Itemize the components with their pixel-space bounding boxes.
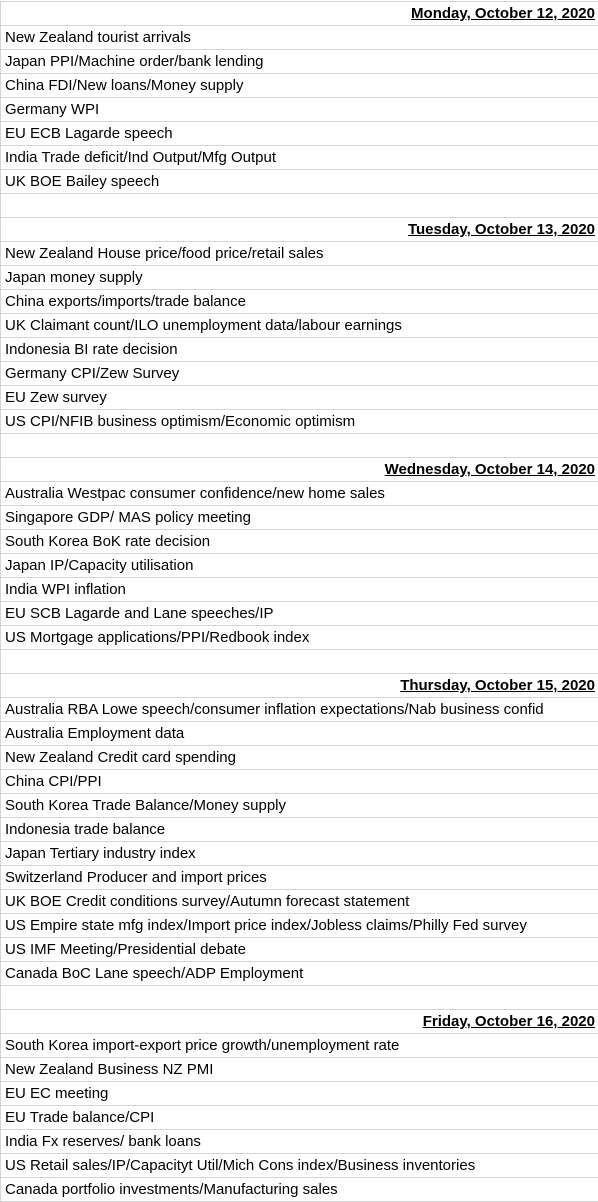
- event-row[interactable]: [1, 50, 598, 74]
- day-block: [1, 1, 598, 218]
- event-name-cell: Switzerland Producer and import prices: [5, 869, 267, 886]
- day-header-row[interactable]: [1, 218, 598, 242]
- event-row[interactable]: [1, 338, 598, 362]
- day-date-heading: Thursday, October 15, 2020: [400, 677, 595, 694]
- event-name-cell: China CPI/PPI: [5, 773, 102, 790]
- event-row[interactable]: [1, 314, 598, 338]
- day-block: [1, 218, 598, 458]
- event-name-cell: Germany WPI: [5, 101, 100, 118]
- event-row[interactable]: [1, 266, 598, 290]
- empty-row[interactable]: [1, 986, 598, 1010]
- day-header-row[interactable]: [1, 458, 598, 482]
- event-row[interactable]: [1, 506, 598, 530]
- event-row[interactable]: [1, 866, 598, 890]
- event-row[interactable]: [1, 914, 598, 938]
- event-row[interactable]: [1, 170, 598, 194]
- event-name-cell: India WPI inflation: [5, 581, 126, 598]
- event-row[interactable]: [1, 602, 598, 626]
- event-name-cell: South Korea Trade Balance/Money supply: [5, 797, 287, 814]
- event-name-cell: UK Claimant count/ILO unemployment data/labour earnings: [5, 317, 402, 334]
- event-name-cell: US Empire state mfg index/Import price index/Jobless claims/Philly Fed survey: [5, 917, 527, 934]
- day-date-heading: Friday, October 16, 2020: [422, 1013, 595, 1030]
- day-header-row[interactable]: [1, 1, 598, 26]
- event-name-cell: India Fx reserves/ bank loans: [5, 1133, 201, 1150]
- event-name-cell: New Zealand House price/food price/retail sales: [5, 245, 324, 262]
- event-name-cell: EU EC meeting: [5, 1085, 109, 1102]
- empty-row[interactable]: [1, 194, 598, 218]
- event-name-cell: EU SCB Lagarde and Lane speeches/IP: [5, 605, 274, 622]
- event-row[interactable]: [1, 482, 598, 506]
- event-row[interactable]: [1, 1154, 598, 1178]
- event-name-cell: Canada BoC Lane speech/ADP Employment: [5, 965, 304, 982]
- event-name-cell: EU Trade balance/CPI: [5, 1109, 155, 1126]
- event-row[interactable]: [1, 770, 598, 794]
- event-name-cell: UK BOE Credit conditions survey/Autumn forecast statement: [5, 893, 410, 910]
- event-name-cell: New Zealand Business NZ PMI: [5, 1061, 214, 1078]
- event-name-cell: UK BOE Bailey speech: [5, 173, 160, 190]
- event-name-cell: South Korea import-export price growth/unemployment rate: [5, 1037, 400, 1054]
- economic-calendar-sheet: [0, 1, 598, 1202]
- event-row[interactable]: [1, 722, 598, 746]
- empty-row[interactable]: [1, 650, 598, 674]
- event-name-cell: China exports/imports/trade balance: [5, 293, 246, 310]
- day-header-row[interactable]: [1, 1010, 598, 1034]
- event-name-cell: Japan IP/Capacity utilisation: [5, 557, 194, 574]
- event-name-cell: Australia Employment data: [5, 725, 185, 742]
- event-row[interactable]: [1, 242, 598, 266]
- event-name-cell: Australia Westpac consumer confidence/new home sales: [5, 485, 385, 502]
- event-row[interactable]: [1, 122, 598, 146]
- day-block: [1, 674, 598, 1010]
- event-name-cell: US IMF Meeting/Presidential debate: [5, 941, 246, 958]
- event-row[interactable]: [1, 362, 598, 386]
- event-row[interactable]: [1, 1130, 598, 1154]
- event-row[interactable]: [1, 890, 598, 914]
- event-row[interactable]: [1, 410, 598, 434]
- event-row[interactable]: [1, 554, 598, 578]
- event-name-cell: Japan money supply: [5, 269, 143, 286]
- event-row[interactable]: [1, 626, 598, 650]
- event-name-cell: Canada portfolio investments/Manufacturing sales: [5, 1181, 338, 1198]
- event-name-cell: Japan PPI/Machine order/bank lending: [5, 53, 264, 70]
- day-block: [1, 458, 598, 674]
- event-name-cell: China FDI/New loans/Money supply: [5, 77, 244, 94]
- event-row[interactable]: [1, 1082, 598, 1106]
- event-name-cell: New Zealand Credit card spending: [5, 749, 236, 766]
- event-row[interactable]: [1, 386, 598, 410]
- event-name-cell: South Korea BoK rate decision: [5, 533, 211, 550]
- day-date-heading: Monday, October 12, 2020: [411, 5, 595, 22]
- event-row[interactable]: [1, 1106, 598, 1130]
- event-row[interactable]: [1, 1058, 598, 1082]
- day-header-row[interactable]: [1, 674, 598, 698]
- event-name-cell: Indonesia BI rate decision: [5, 341, 178, 358]
- event-name-cell: Indonesia trade balance: [5, 821, 166, 838]
- event-name-cell: EU ECB Lagarde speech: [5, 125, 173, 142]
- event-row[interactable]: [1, 746, 598, 770]
- event-name-cell: US Retail sales/IP/Capacityt Util/Mich Cons index/Business inventories: [5, 1157, 476, 1174]
- event-row[interactable]: [1, 290, 598, 314]
- event-name-cell: New Zealand tourist arrivals: [5, 29, 191, 46]
- event-row[interactable]: [1, 1034, 598, 1058]
- event-row[interactable]: [1, 842, 598, 866]
- event-row[interactable]: [1, 74, 598, 98]
- event-name-cell: EU Zew survey: [5, 389, 107, 406]
- event-name-cell: Australia RBA Lowe speech/consumer inflation expectations/Nab business confid: [5, 701, 544, 718]
- event-name-cell: US Mortgage applications/PPI/Redbook index: [5, 629, 310, 646]
- event-name-cell: Germany CPI/Zew Survey: [5, 365, 180, 382]
- day-date-heading: Tuesday, October 13, 2020: [407, 221, 595, 238]
- event-row[interactable]: [1, 146, 598, 170]
- event-row[interactable]: [1, 938, 598, 962]
- event-name-cell: US CPI/NFIB business optimism/Economic optimism: [5, 413, 356, 430]
- empty-row[interactable]: [1, 434, 598, 458]
- event-name-cell: India Trade deficit/Ind Output/Mfg Output: [5, 149, 276, 166]
- event-row[interactable]: [1, 578, 598, 602]
- event-row[interactable]: [1, 98, 598, 122]
- day-date-heading: Wednesday, October 14, 2020: [384, 461, 595, 478]
- day-block: [1, 1010, 598, 1202]
- event-row[interactable]: [1, 698, 598, 722]
- event-row[interactable]: [1, 962, 598, 986]
- event-row[interactable]: [1, 818, 598, 842]
- event-row[interactable]: [1, 794, 598, 818]
- event-name-cell: Japan Tertiary industry index: [5, 845, 196, 862]
- event-row[interactable]: [1, 26, 598, 50]
- event-row[interactable]: [1, 1178, 598, 1202]
- event-row[interactable]: [1, 530, 598, 554]
- event-name-cell: Singapore GDP/ MAS policy meeting: [5, 509, 251, 526]
